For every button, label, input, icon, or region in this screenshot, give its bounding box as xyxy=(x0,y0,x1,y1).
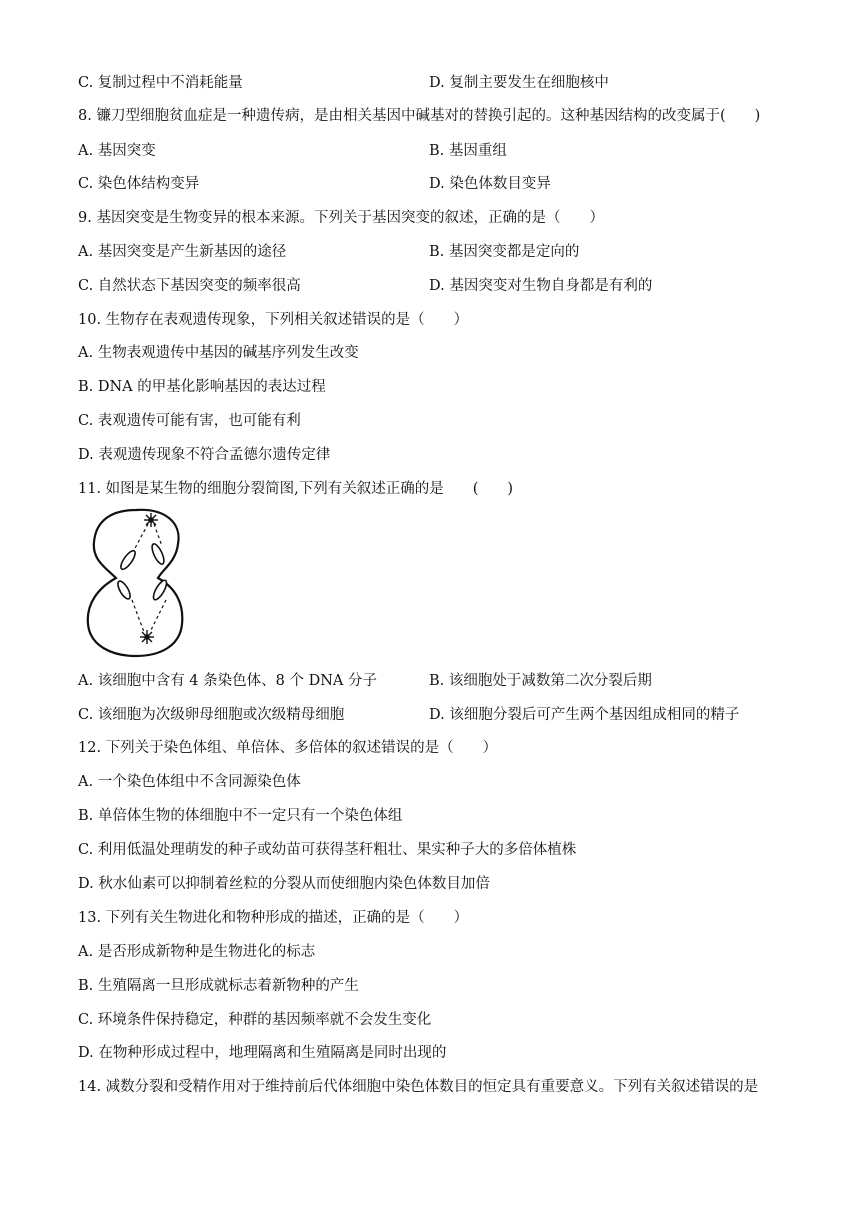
q7-option-c: C. 复制过程中不消耗能量 xyxy=(78,75,243,91)
q13-option-c: C. 环境条件保持稳定，种群的基因频率就不会发生变化 xyxy=(78,1012,432,1028)
cell-division-figure xyxy=(84,504,188,658)
q10-option-d: D. 表观遗传现象不符合孟德尔遗传定律 xyxy=(78,447,331,463)
q9-stem: 9. 基因突变是生物变异的根本来源。下列关于基因突变的叙述，正确的是（ ） xyxy=(78,210,604,226)
q10-option-b: B. DNA 的甲基化影响基因的表达过程 xyxy=(78,379,326,395)
top-centrosome xyxy=(144,513,158,527)
q11-option-d: D. 该细胞分裂后可产生两个基因组成相同的精子 xyxy=(429,707,740,723)
q11-option-b: B. 该细胞处于减数第二次分裂后期 xyxy=(429,673,652,689)
bottom-centrosome xyxy=(140,630,154,644)
q9-option-d: D. 基因突变对生物自身都是有利的 xyxy=(429,278,653,294)
q13-option-b: B. 生殖隔离一旦形成就标志着新物种的产生 xyxy=(78,978,359,994)
q10-option-a: A. 生物表观遗传中基因的碱基序列发生改变 xyxy=(78,345,359,361)
cell-membrane-outline xyxy=(88,510,183,656)
q11-option-a: A. 该细胞中含有 4 条染色体、8 个 DNA 分子 xyxy=(78,673,377,689)
q8-option-a: A. 基因突变 xyxy=(78,143,156,159)
q13-option-a: A. 是否形成新物种是生物进化的标志 xyxy=(78,944,316,960)
chromosomes xyxy=(116,542,169,601)
q9-option-a: A. 基因突变是产生新基因的途径 xyxy=(78,244,287,260)
q8-stem: 8. 镰刀型细胞贫血症是一种遗传病，是由相关基因中碱基对的替换引起的。这种基因结构的改变属于( ) xyxy=(78,108,761,124)
q13-option-d: D. 在物种形成过程中，地理隔离和生殖隔离是同时出现的 xyxy=(78,1045,447,1061)
q12-stem: 12. 下列关于染色体组、单倍体、多倍体的叙述错误的是（ ） xyxy=(78,740,498,756)
q10-stem: 10. 生物存在表观遗传现象，下列相关叙述错误的是（ ） xyxy=(78,312,469,328)
q13-stem: 13. 下列有关生物进化和物种形成的描述，正确的是（ ） xyxy=(78,910,469,926)
spindle-fibers xyxy=(132,524,166,632)
q14-stem: 14. 减数分裂和受精作用对于维持前后代体细胞中染色体数目的恒定具有重要意义。下列有关叙述错误的是 xyxy=(78,1079,759,1095)
q8-option-b: B. 基因重组 xyxy=(429,143,507,159)
q7-option-d: D. 复制主要发生在细胞核中 xyxy=(429,75,609,91)
q12-option-d: D. 秋水仙素可以抑制着丝粒的分裂从而使细胞内染色体数目加倍 xyxy=(78,876,490,892)
q10-option-c: C. 表观遗传可能有害，也可能有利 xyxy=(78,413,301,429)
q8-option-c: C. 染色体结构变异 xyxy=(78,176,200,192)
q12-option-c: C. 利用低温处理萌发的种子或幼苗可获得茎秆粗壮、果实种子大的多倍体植株 xyxy=(78,842,577,858)
q9-option-c: C. 自然状态下基因突变的频率很高 xyxy=(78,278,301,294)
q11-option-c: C. 该细胞为次级卵母细胞或次级精母细胞 xyxy=(78,707,345,723)
q11-stem: 11. 如图是某生物的细胞分裂简图,下列有关叙述正确的是 ( ) xyxy=(78,481,514,497)
q12-option-b: B. 单倍体生物的体细胞中不一定只有一个染色体组 xyxy=(78,808,403,824)
q12-option-a: A. 一个染色体组中不含同源染色体 xyxy=(78,774,301,790)
q9-option-b: B. 基因突变都是定向的 xyxy=(429,244,580,260)
q8-option-d: D. 染色体数目变异 xyxy=(429,176,551,192)
